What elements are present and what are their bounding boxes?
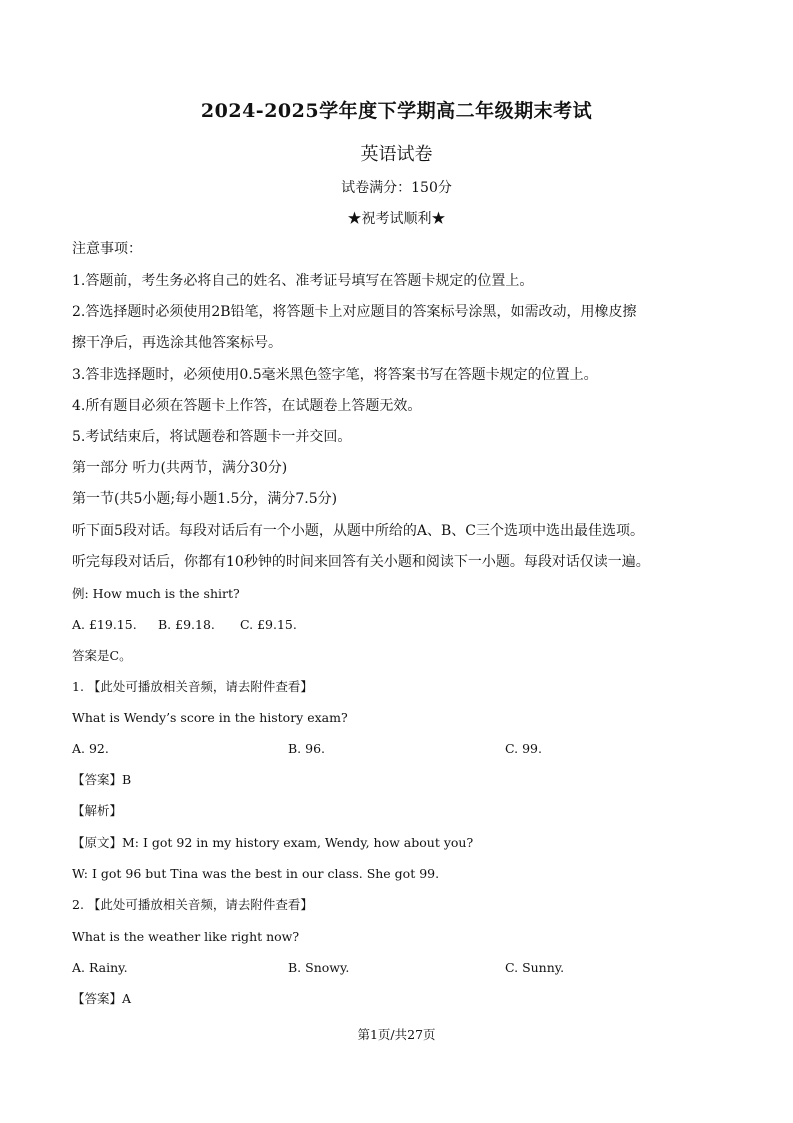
example-option: C. £9.15. [240, 617, 297, 632]
note-item: 3.答非选择题时，必须使用0.5毫米黑色签字笔，将答案书写在答题卡规定的位置上。 [72, 367, 598, 383]
answer-line: 【答案】B [72, 772, 132, 787]
question-text: What is Wendy’s score in the history exam? [72, 710, 348, 725]
good-luck-line: ★祝考试顺利★ [347, 211, 446, 227]
note-item: 5.考试结束后，将试题卷和答题卡一并交回。 [72, 429, 352, 445]
full-score: 试卷满分：150分 [341, 180, 452, 196]
section-instructions: 听下面5段对话。每段对话后有一个小题，从题中所给的A、B、C三个选项中选出最佳选项。 [72, 523, 645, 539]
example-question: 例: How much is the shirt? [72, 586, 240, 601]
example-option: A. £19.15. [72, 617, 137, 632]
answer-line: 【答案】A [72, 991, 132, 1006]
notes-heading: 注意事项： [72, 241, 142, 257]
section-instructions: 听完每段对话后，你都有10秒钟的时间来回答有关小题和阅读下一小题。每段对话仅读一遍。 [72, 554, 650, 570]
note-item: 4.所有题目必须在答题卡上作答，在试题卷上答题无效。 [72, 398, 422, 414]
example-option: B. £9.18. [158, 617, 215, 632]
option-c: C. 99. [505, 741, 542, 756]
page-number: 第1页/共27页 [357, 1027, 436, 1042]
transcript-line: 【原文】M: I got 92 in my history exam, Wendy, how about you? [72, 835, 474, 850]
question-header: 2. 【此处可播放相关音频，请去附件查看】 [72, 897, 313, 912]
transcript-line: W: I got 96 but Tina was the best in our class. She got 99. [72, 866, 440, 881]
example-answer: 答案是C。 [72, 648, 132, 663]
option-b: B. Snowy. [288, 960, 350, 975]
note-item: 1.答题前，考生务必将自己的姓名、准考证号填写在答题卡规定的位置上。 [72, 273, 534, 289]
option-c: C. Sunny. [505, 960, 565, 975]
question-text: What is the weather like right now? [72, 929, 300, 944]
option-b: B. 96. [288, 741, 326, 756]
note-item: 擦干净后，再选涂其他答案标号。 [72, 335, 282, 351]
exam-subtitle: 英语试卷 [360, 144, 433, 165]
section-sub-heading: 第一节(共5小题;每小题1.5分，满分7.5分) [72, 491, 338, 507]
note-item: 2.答选择题时必须使用2B铅笔，将答题卡上对应题目的答案标号涂黑，如需改动，用橡皮擦 [72, 304, 637, 320]
section-part-heading: 第一部分 听力(共两节，满分30分) [72, 460, 288, 476]
question-header: 1. 【此处可播放相关音频，请去附件查看】 [72, 679, 313, 694]
option-a: A. 92. [72, 741, 109, 756]
exam-title: 2024-2025学年度下学期高二年级期末考试 [200, 100, 593, 122]
option-a: A. Rainy. [72, 960, 128, 975]
analysis-tag: 【解析】 [72, 803, 123, 818]
